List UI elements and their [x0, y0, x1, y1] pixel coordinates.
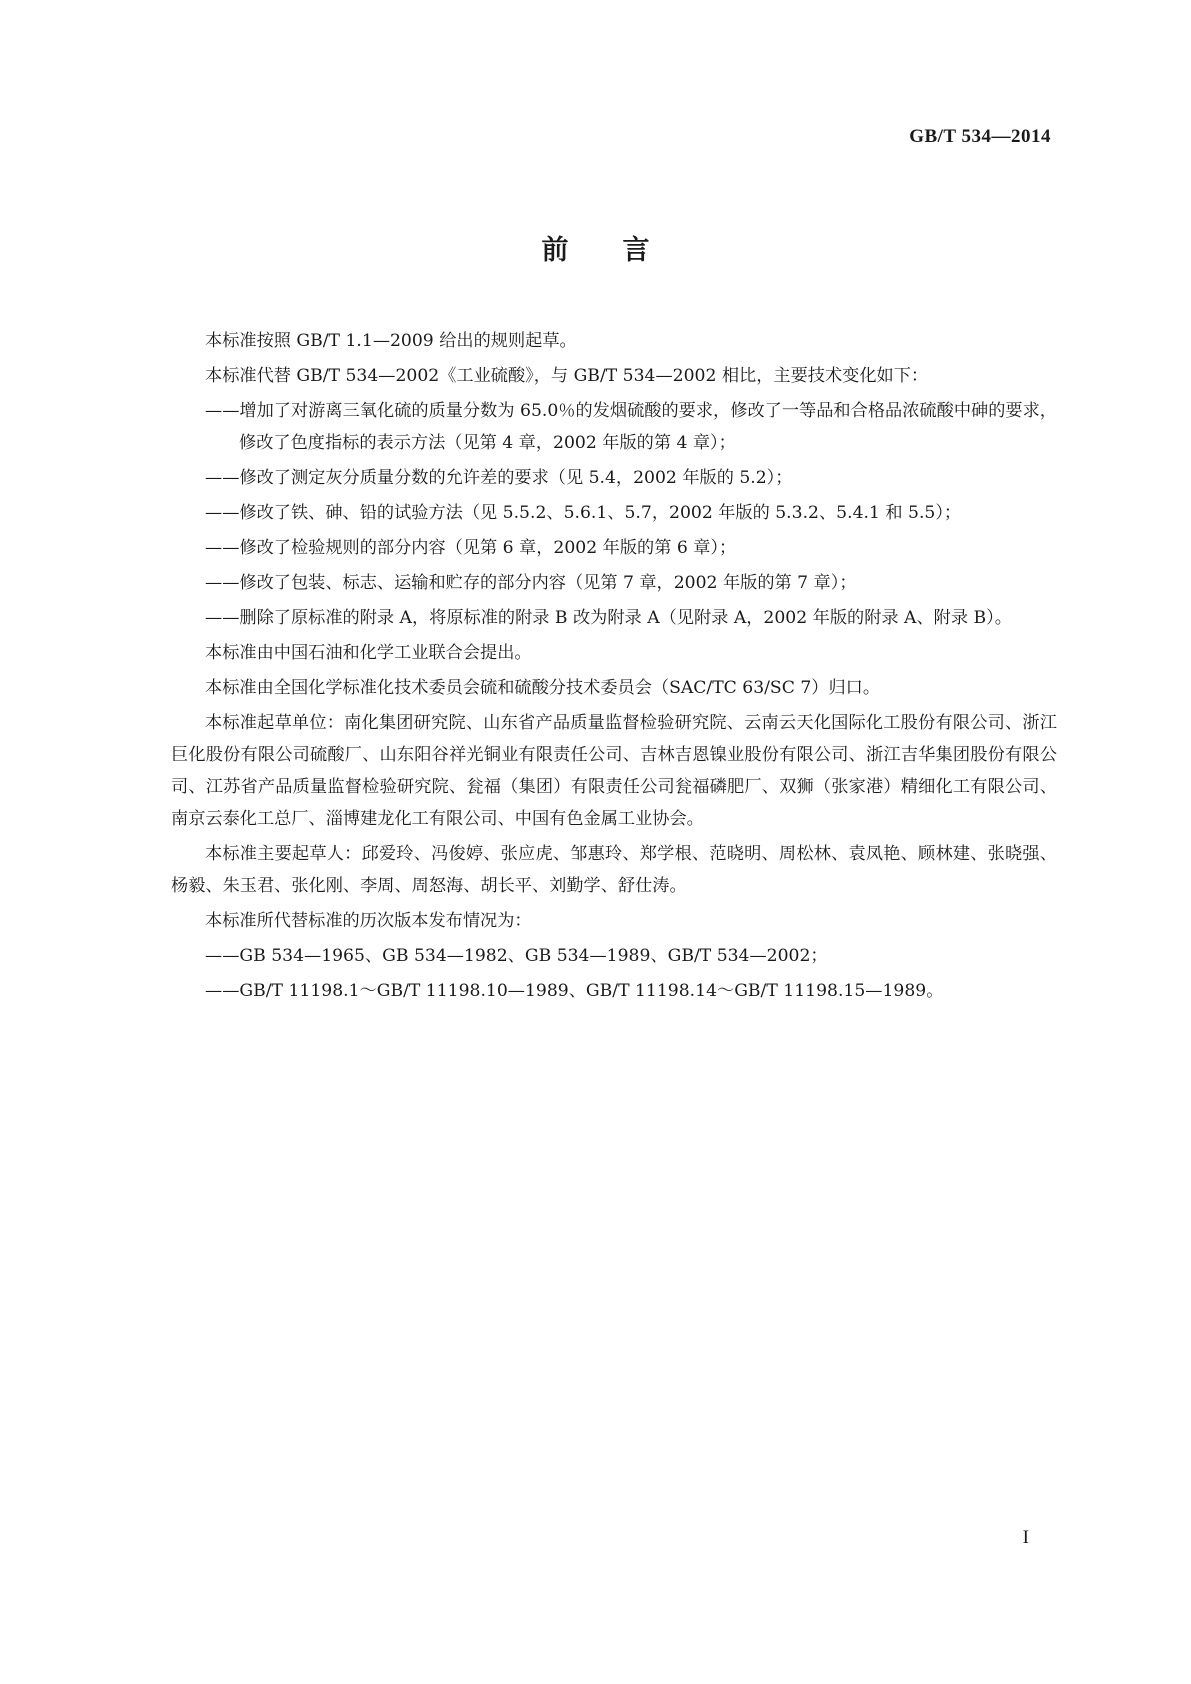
paragraph-drafters: 本标准主要起草人：邱爱玲、冯俊婷、张应虎、邹惠玲、郑学根、范晓明、周松林、袁凤艳、顾林建、张晓强、杨毅、朱玉君、张化刚、李周、周怒海、胡长平、刘勤学、舒仕涛。: [171, 844, 1057, 896]
preface-body: [171, 325, 1057, 1010]
page-title: 前 言: [541, 235, 650, 266]
change-item: ——增加了对游离三氧化硫的质量分数为 65.0％的发烟硫酸的要求，修改了一等品和合格品浓硫酸中砷的要求，修改了色度指标的表示方法（见第 4 章，2002 年版的第 4 章）；: [205, 401, 1057, 453]
paragraph-history-intro: 本标准所代替标准的历次版本发布情况为：: [205, 911, 532, 931]
paragraph-proposed-by: 本标准由中国石油和化学工业联合会提出。: [205, 643, 532, 663]
document-number: GB/T 534—2014: [909, 126, 1051, 147]
paragraph-replaces: 本标准代替 GB/T 534—2002《工业硫酸》，与 GB/T 534—2002 相比，主要技术变化如下：: [205, 366, 929, 386]
paragraph-committee: 本标准由全国化学标准化技术委员会硫和硫酸分技术委员会（SAC/TC 63/SC 7）归口。: [205, 678, 881, 698]
change-item: ——修改了检验规则的部分内容（见第 6 章，2002 年版的第 6 章）；: [205, 538, 737, 558]
change-item: ——删除了原标准的附录 A，将原标准的附录 B 改为附录 A（见附录 A，2002 年版的附录 A、附录 B）。: [205, 608, 1012, 628]
history-item: ——GB 534—1965、GB 534—1982、GB 534—1989、GB/T 534—2002；: [205, 946, 828, 966]
paragraph-drafting-rules: 本标准按照 GB/T 1.1—2009 给出的规则起草。: [205, 331, 577, 351]
history-item: ——GB/T 11198.1～GB/T 11198.10—1989、GB/T 11198.14～GB/T 11198.15—1989。: [205, 981, 944, 1001]
page-number: I: [1022, 1527, 1029, 1548]
change-item: ——修改了测定灰分质量分数的允许差的要求（见 5.4，2002 年版的 5.2）；: [205, 468, 793, 488]
change-item: ——修改了包装、标志、运输和贮存的部分内容（见第 7 章，2002 年版的第 7 章）；: [205, 573, 857, 593]
change-item: ——修改了铁、砷、铅的试验方法（见 5.5.2、5.6.1、5.7，2002 年版的 5.3.2、5.4.1 和 5.5）；: [205, 503, 962, 523]
paragraph-drafting-units: 本标准起草单位：南化集团研究院、山东省产品质量监督检验研究院、云南云天化国际化工股份有限公司、浙江巨化股份有限公司硫酸厂、山东阳谷祥光铜业有限责任公司、吉林吉恩镍业股份有限公司、浙江吉华集团股份有限公司、江苏省产品质量监督检验研究院、瓮福（集团）有限责任公司瓮福磷肥厂、双狮（张家港）精细化工有限公司、南京云泰化工总厂、淄博建龙化工有限公司、中国有色金属工业协会。: [171, 713, 1057, 829]
